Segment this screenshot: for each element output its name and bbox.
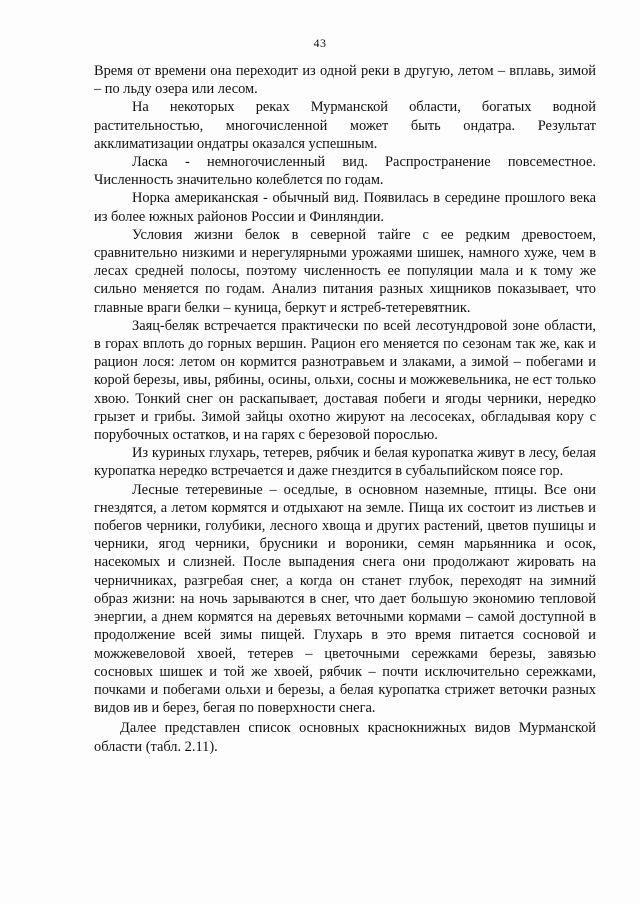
paragraph-muskrat: На некоторых реках Мурманской области, богатых водной растительностью, многочисленной может быть ондатра. Результат акклиматизации ондатры оказался успешным.	[94, 99, 596, 152]
paragraph-forest-grouse: Лесные тетеревиные – оседлые, в основном наземные, птицы. Все они гнездятся, а летом кормятся и отдыхают на земле. Пища их состоит из листьев и побегов черники, голубики, лесного хвоща и других растений, цветов пушицы и черники, ягод черники, брусники и вороники, семян марьянника и осок, насекомых и слизней. После выпадения снега они продолжают жировать на черничниках, разгребая снег, а когда он станет глубок, переходят на зимний образ жизни: на ночь зарываются в снег, что дает большую экономию тепловой энергии, а днем кормятся на деревьях веточными кормами – самой доступной в продолжение всей зимы пищей. Глухарь в это время питается сосновой и можжевеловой хвоей, тетерев – цветочными сережками березы, завязью сосновых шишек и той же хвоей, рябчик – почти исключительно сережками, почками и побегами ольхи и березы, а белая куропатка стрижет веточки разных видов ив и берез, бегая по поверхности снега.	[94, 481, 596, 717]
paragraph-mountain-hare: Заяц-беляк встречается практически по всей лесотундровой зоне области, в горах вплоть до горных вершин. Рацион его меняется по сезонам так же, как и рацион лося: летом он кормится разнотравьем и злаками, а зимой – побегами и корой березы, ивы, рябины, осины, ольхи, сосны и можжевельника, не ест только хвою. Тонкий снег он раскапывает, доставая побеги и ягоды черники, нередко грызет и грибы. Зимой зайцы охотно жируют на лесосеках, обгладывая кору с порубочных остатков, и на гарях с березовой порослью.	[94, 317, 596, 444]
paragraph-red-book-reference: Далее представлен список основных краснокнижных видов Мурманской области (табл. 2.11).	[94, 720, 596, 755]
body-text	[94, 62, 596, 756]
paragraph-gallinaceous-birds: Из куриных глухарь, тетерев, рябчик и белая куропатка живут в лесу, белая куропатка нередко встречается и даже гнездится в субальпийском поясе гор.	[94, 445, 596, 480]
paragraph-squirrel: Условия жизни белок в северной тайге с ее редким древостоем, сравнительно низкими и нерегулярными урожаями шишек, намного хуже, чем в лесах средней полосы, поэтому численность ее популяции мала и к тому же сильно меняется по годам. Анализ питания разных хищников показывает, что главные враги белки – куница, беркут и ястреб-тетеревятник.	[94, 226, 596, 316]
paragraph-river-crossing: Время от времени она переходит из одной реки в другую, летом – вплавь, зимой – по льду озера или лесом.	[94, 63, 596, 98]
page-number: 43	[313, 36, 327, 50]
paragraph-weasel: Ласка - немногочисленный вид. Распространение повсеместное. Численность значительно колеблется по годам.	[94, 154, 596, 189]
paragraph-american-mink: Норка американская - обычный вид. Появилась в середине прошлого века из более южных районов России и Финляндии.	[94, 190, 596, 225]
